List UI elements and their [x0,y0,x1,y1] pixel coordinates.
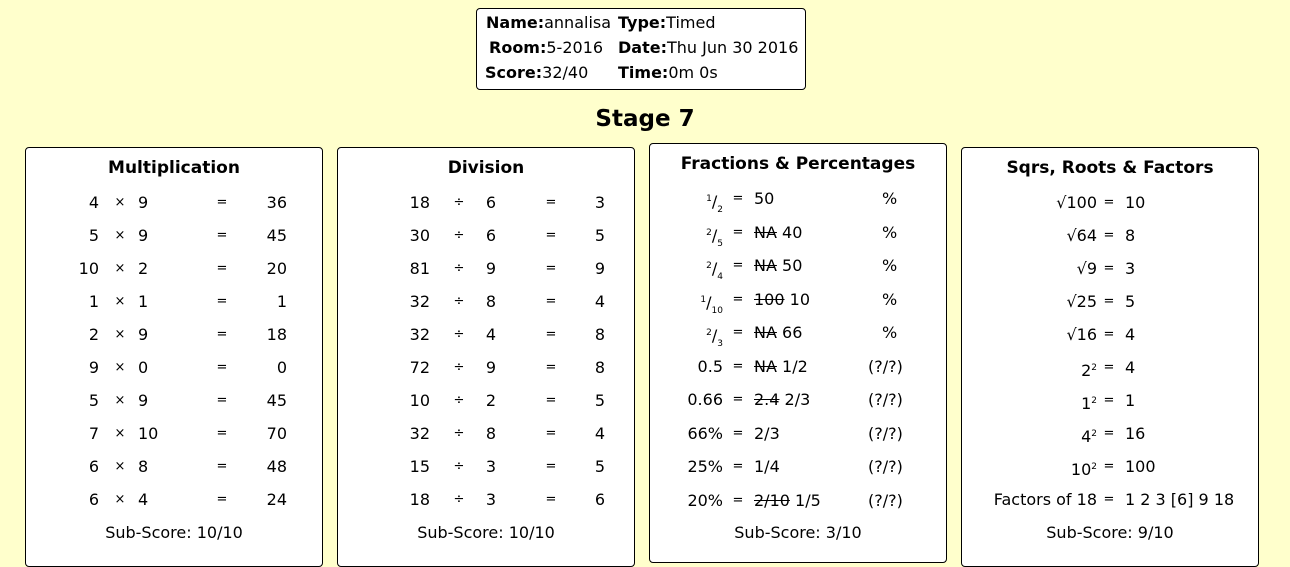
sqrs-row [962,292,1258,312]
fraction-numerator: 1 [706,194,712,204]
fraction-answer: 50 [782,256,803,275]
multiplication-answer: 48 [266,457,287,476]
multiplication-answer: 18 [266,325,287,344]
division-operator: ÷ [453,360,465,375]
division-operator: ÷ [453,195,465,210]
multiplication-equals: = [216,327,228,342]
multiplication-equals: = [216,426,228,441]
fraction-answer: 1/4 [754,457,780,476]
fractions-row [650,222,946,249]
division-answer: 5 [594,226,605,245]
division-operand-a: 18 [409,193,430,212]
multiplication-row [26,259,322,279]
sqrs-question [972,391,1097,414]
sqrs-exponent: 2 [1091,462,1097,472]
score-row [485,63,588,83]
fraction-denominator: 4 [717,272,723,282]
division-operator: ÷ [453,327,465,342]
fraction-answer-group [754,457,780,477]
sqrs-row [962,391,1258,411]
fractions-row [650,457,946,477]
fraction-question: 20% [687,490,723,510]
multiplication-answer: 20 [266,259,287,278]
fraction-answer-group [754,256,802,276]
division-equals: = [545,294,557,309]
multiplication-operand-b: 2 [138,259,149,278]
fraction-unit: (?/?) [868,423,903,443]
room-value: 5-2016 [546,38,604,57]
fraction-unit: (?/?) [868,356,903,376]
fraction-answer: 2/3 [784,390,811,409]
multiplication-answer: 45 [266,391,287,410]
multiplication-equals: = [216,459,228,474]
fraction-answer: 1/2 [782,356,808,376]
sqrs-base: 10 [1070,460,1092,479]
multiplication-operand-a: 4 [88,193,99,212]
sqrs-question [972,358,1097,381]
multiplication-answer: 36 [266,193,287,212]
multiplication-operand-b: 9 [138,226,149,245]
sqrs-answer: 3 [1125,259,1136,278]
division-answer: 8 [594,358,605,377]
division-operand-a: 32 [409,292,430,311]
sqrs-answer: 4 [1125,325,1136,344]
multiplication-operator: × [114,195,126,210]
division-row [338,457,634,477]
fraction-equals: = [732,425,744,441]
sqrs-row [962,259,1258,279]
time-label: Time: [618,63,669,82]
fraction-numerator: 2 [706,328,712,338]
sqrs-equals: = [1103,228,1115,243]
division-answer: 5 [594,391,605,410]
multiplication-answer: 0 [276,358,287,377]
fractions-row [650,323,946,349]
fraction-unit: % [882,189,898,208]
sqrs-base: 1 [1081,394,1092,413]
fraction-question: 0.66 [687,390,723,409]
fraction-question [660,290,723,321]
fraction-equals: = [732,459,744,474]
fraction-equals: = [732,224,744,240]
multiplication-row [26,391,322,411]
multiplication-row [26,490,322,510]
division-operand-b: 6 [485,226,497,245]
multiplication-answer: 24 [266,490,287,509]
stage-title: Stage 7 [595,106,695,132]
fraction-numerator: 2 [706,261,712,271]
division-equals: = [545,393,557,408]
fractions-row [650,189,946,215]
fractions-row [650,491,946,511]
room-row [489,38,603,58]
fraction-equals: = [732,191,744,206]
division-row [338,259,634,279]
multiplication-equals: = [216,393,228,408]
division-answer: 5 [594,457,605,476]
fraction-slash: / [706,292,712,312]
multiplication-equals: = [216,195,228,210]
multiplication-operand-b: 9 [138,325,149,344]
sqrs-question: √100 [1056,193,1097,212]
multiplication-operand-b: 8 [138,457,149,476]
multiplication-operator: × [114,459,126,474]
fraction-answer: 2/3 [754,423,780,443]
fraction-numerator: 1 [700,294,707,305]
fraction-wrong-answer: NA [754,256,777,275]
sqrs-answer: 100 [1125,457,1156,476]
division-operator: ÷ [453,294,465,309]
fraction-wrong-answer: 100 [754,289,785,309]
multiplication-equals: = [216,294,228,309]
multiplication-operand-a: 1 [88,292,99,311]
fraction-unit: (?/?) [868,490,903,510]
multiplication-operand-a: 7 [88,424,99,443]
division-operator: ÷ [453,261,465,276]
fraction-equals: = [732,358,744,374]
sqrs-equals: = [1103,294,1115,309]
fraction-answer: 50 [754,189,775,208]
division-operand-a: 15 [409,457,430,476]
sqrs-equals: = [1103,327,1115,342]
fraction-answer-group [754,390,810,410]
fraction-wrong-answer: 2/10 [754,490,790,510]
sqrs-exponent: 2 [1091,396,1097,406]
fraction-wrong-answer: 2.4 [754,390,780,409]
sqrs-row [962,358,1258,378]
score-label: Score: [485,63,543,82]
division-operand-b: 8 [485,292,497,311]
multiplication-row [26,292,322,312]
sqrs-question [972,424,1097,447]
division-operand-b: 9 [485,358,497,377]
division-row [338,358,634,378]
fraction-answer-group [754,424,780,444]
fraction-slash: / [711,192,718,211]
fraction-answer-group [754,290,810,310]
division-equals: = [545,360,557,375]
fractions-title: Fractions & Percentages [680,154,916,174]
multiplication-row [26,457,322,477]
sqrs-equals: = [1103,492,1115,507]
multiplication-operand-a: 5 [88,391,99,410]
division-panel [337,147,635,567]
fraction-wrong-answer: NA [754,323,777,342]
name-row [486,13,611,33]
division-answer: 8 [594,325,605,344]
fraction-question [660,223,723,254]
type-label: Type: [618,13,667,32]
info-box [476,8,806,90]
sqrs-equals: = [1103,459,1115,474]
division-operand-a: 30 [409,226,430,245]
division-operator: ÷ [453,492,465,507]
fraction-equals: = [732,492,744,508]
division-equals: = [545,492,557,507]
multiplication-operand-a: 6 [88,457,99,476]
multiplication-equals: = [216,360,228,375]
fractions-row [650,424,946,444]
sqrs-row [962,490,1258,510]
type-value: Timed [666,13,716,32]
division-equals: = [545,459,557,474]
fraction-denominator: 10 [711,305,723,316]
multiplication-operator: × [114,492,126,507]
fraction-question [660,323,723,354]
sqrs-row [962,193,1258,213]
sqrs-equals: = [1103,195,1115,210]
sqrs-equals: = [1103,261,1115,276]
multiplication-operator: × [114,261,126,276]
multiplication-operand-a: 10 [78,259,99,278]
fraction-slash: / [711,326,718,345]
fraction-denominator: 3 [717,339,723,349]
fraction-answer-group [754,223,802,243]
multiplication-operator: × [114,426,126,441]
fraction-equals: = [732,291,744,307]
sqrs-question: √16 [1066,325,1097,344]
fraction-unit: % [882,256,898,275]
sqrs-equals: = [1103,360,1115,375]
multiplication-operator: × [114,360,126,375]
date-label: Date: [618,38,667,57]
fraction-answer: 66 [782,323,803,342]
multiplication-operand-a: 9 [88,358,99,377]
multiplication-row [26,226,322,246]
division-operator: ÷ [453,426,465,441]
time-row [618,63,718,83]
division-operand-a: 32 [409,325,430,344]
sqrs-answer: 4 [1125,358,1136,377]
multiplication-answer: 1 [276,292,287,311]
name-label: Name: [486,13,545,32]
division-operand-a: 10 [409,391,430,410]
multiplication-subscore: Sub-Score: 10/10 [105,523,243,542]
division-operand-a: 32 [409,424,430,443]
division-row [338,292,634,312]
sqrs-row [962,325,1258,345]
multiplication-operand-b: 4 [138,490,149,509]
fractions-row [650,390,946,410]
division-equals: = [545,261,557,276]
division-operand-a: 72 [409,358,430,377]
sqrs-subscore: Sub-Score: 9/10 [1046,523,1174,542]
sqrs-title: Sqrs, Roots & Factors [1006,158,1214,178]
date-row [618,38,798,58]
multiplication-operand-b: 10 [138,424,159,443]
division-operand-b: 4 [485,325,497,344]
division-row [338,325,634,345]
sqrs-row [962,226,1258,246]
division-operand-b: 2 [485,391,497,410]
sqrs-row [962,424,1258,444]
multiplication-operand-a: 2 [88,325,99,344]
fraction-answer-group [754,189,774,209]
fraction-wrong-answer: NA [754,356,777,376]
division-operator: ÷ [453,459,465,474]
fractions-row [650,357,946,377]
name-value: annalisa [544,13,612,32]
fraction-question: 66% [687,423,723,443]
multiplication-panel [25,147,323,567]
division-row [338,226,634,246]
fraction-question: 0.5 [697,356,723,376]
multiplication-row [26,358,322,378]
fraction-unit: % [882,289,898,309]
fraction-numerator: 2 [706,227,712,238]
sqrs-exponent: 2 [1091,429,1097,439]
time-value: 0m 0s [668,63,718,82]
sqrs-question: √9 [1076,259,1097,278]
sqrs-answer: 8 [1125,226,1136,245]
multiplication-title: Multiplication [108,158,240,178]
multiplication-operator: × [114,393,126,408]
multiplication-row [26,325,322,345]
multiplication-operand-b: 9 [138,193,149,212]
sqrs-base: 4 [1081,427,1092,446]
fractions-row [650,256,946,282]
division-operand-b: 9 [485,259,497,278]
division-row [338,490,634,510]
fraction-answer-group [754,323,802,343]
fraction-answer: 40 [782,222,803,242]
division-title: Division [447,158,525,178]
sqrs-question: √64 [1066,226,1097,245]
sqrs-question [972,457,1097,480]
fraction-question: 25% [687,457,723,476]
sqrs-answer: 10 [1125,193,1146,212]
division-operand-b: 3 [485,457,497,476]
multiplication-equals: = [216,261,228,276]
multiplication-operand-a: 6 [88,490,99,509]
division-row [338,391,634,411]
division-answer: 9 [594,259,605,278]
multiplication-answer: 70 [266,424,287,443]
sqrs-answer: 16 [1125,424,1146,443]
multiplication-operand-b: 9 [138,391,149,410]
sqrs-equals: = [1103,426,1115,441]
division-equals: = [545,195,557,210]
multiplication-equals: = [216,228,228,243]
sqrs-exponent: 2 [1091,363,1097,373]
fraction-answer: 1/5 [795,490,821,510]
sqrs-panel [961,147,1259,567]
sqrs-equals: = [1103,393,1115,408]
division-operand-a: 81 [409,259,430,278]
fraction-answer-group [754,491,821,511]
division-operand-a: 18 [409,490,430,509]
fraction-equals: = [732,258,744,273]
fraction-question [660,256,723,287]
division-answer: 4 [594,424,605,443]
division-answer: 3 [594,193,605,212]
multiplication-operator: × [114,294,126,309]
fraction-denominator: 2 [717,205,723,215]
sqrs-base: 2 [1081,361,1092,380]
division-row [338,424,634,444]
multiplication-operand-b: 1 [138,292,149,311]
multiplication-answer: 45 [266,226,287,245]
fraction-slash: / [711,225,718,245]
division-operand-b: 6 [485,193,497,212]
fractions-row [650,289,946,316]
sqrs-answer: 1 [1125,391,1136,410]
multiplication-operand-b: 0 [138,358,149,377]
multiplication-row [26,193,322,213]
division-answer: 4 [594,292,605,311]
fraction-answer-group [754,357,808,377]
sqrs-question: Factors of 18 [993,490,1097,509]
fraction-equals: = [732,392,744,407]
sqrs-question: √25 [1066,292,1097,311]
division-operator: ÷ [453,393,465,408]
fraction-equals: = [732,325,744,340]
fraction-wrong-answer: NA [754,222,777,242]
division-subscore: Sub-Score: 10/10 [417,523,555,542]
division-operand-b: 3 [485,490,497,509]
fraction-slash: / [711,259,718,278]
fraction-answer: 10 [789,289,810,309]
multiplication-operand-a: 5 [88,226,99,245]
division-operator: ÷ [453,228,465,243]
fractions-subscore: Sub-Score: 3/10 [734,523,862,542]
fraction-unit: % [882,222,898,242]
fraction-question [660,189,723,220]
multiplication-equals: = [216,492,228,507]
sqrs-answer: 1 2 3 [6] 9 18 [1125,490,1235,509]
fraction-denominator: 5 [717,238,723,249]
room-label: Room: [489,38,547,57]
multiplication-operator: × [114,228,126,243]
score-value: 32/40 [542,63,589,82]
division-operand-b: 8 [485,424,497,443]
division-row [338,193,634,213]
fraction-unit: (?/?) [868,457,903,476]
sqrs-row [962,457,1258,477]
date-value: Thu Jun 30 2016 [666,38,799,57]
fractions-panel [649,143,947,563]
fraction-unit: % [882,323,898,342]
type-row [618,13,715,33]
fraction-unit: (?/?) [868,390,903,409]
division-equals: = [545,228,557,243]
multiplication-operator: × [114,327,126,342]
multiplication-row [26,424,322,444]
sqrs-answer: 5 [1125,292,1136,311]
division-answer: 6 [594,490,605,509]
division-equals: = [545,426,557,441]
division-equals: = [545,327,557,342]
